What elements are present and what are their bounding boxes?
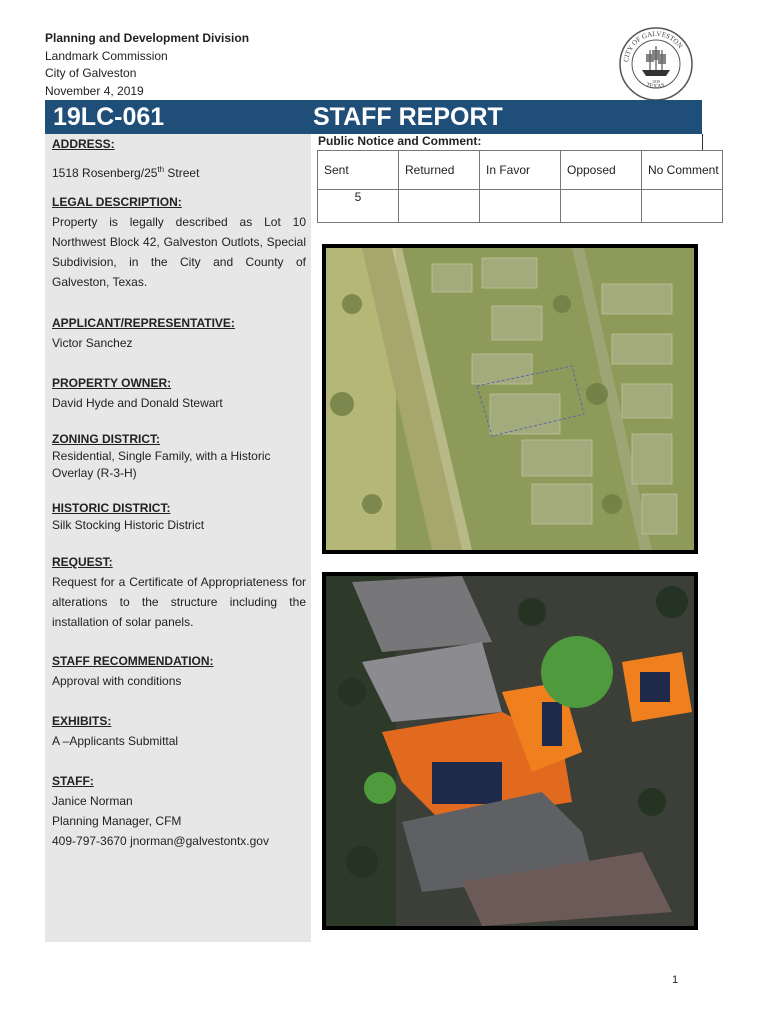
applicant-heading: APPLICANT/REPRESENTATIVE: — [52, 316, 235, 330]
public-notice-title: Public Notice and Comment: — [318, 134, 482, 148]
address-section — [52, 134, 306, 183]
commission-name: Landmark Commission — [45, 48, 168, 63]
title-bar — [45, 100, 702, 134]
legal-text: Property is legally described as Lot 10 Northwest Block 42, Galveston Outlots, Special Subdivision, in the City and County of Galveston, Texas. — [52, 215, 306, 289]
zoning-section — [52, 431, 306, 482]
svg-text:1839: 1839 — [652, 79, 660, 84]
applicant-name: Victor Sanchez — [52, 336, 133, 350]
value-returned — [399, 190, 480, 223]
historic-text: Silk Stocking Historic District — [52, 518, 205, 532]
staff-contact: 409-797-3670 jnorman@galvestontx.gov — [52, 834, 269, 848]
recommendation-text: Approval with conditions — [52, 674, 182, 688]
value-opposed — [561, 190, 642, 223]
col-no-comment: No Comment — [642, 151, 723, 190]
value-no-comment — [642, 190, 723, 223]
public-notice-table — [317, 150, 723, 223]
report-title: STAFF REPORT — [313, 103, 503, 131]
exhibits-section — [52, 711, 306, 751]
division-name: Planning and Development Division — [45, 31, 250, 45]
zoning-text: Residential, Single Family, with a Historic Overlay (R-3-H) — [52, 449, 271, 480]
historic-heading: HISTORIC DISTRICT: — [52, 501, 171, 515]
col-returned: Returned — [399, 151, 480, 190]
legal-section — [52, 192, 306, 292]
city-seal-logo — [618, 26, 694, 102]
legal-heading: LEGAL DESCRIPTION: — [52, 195, 182, 209]
historic-section — [52, 500, 306, 534]
table-row — [318, 190, 723, 223]
zoning-heading: ZONING DISTRICT: — [52, 432, 160, 446]
staff-section — [52, 771, 306, 851]
col-sent: Sent — [318, 151, 399, 190]
address-value: 1518 Rosenberg/25th Street — [52, 165, 200, 180]
case-number: 19LC-061 — [53, 103, 165, 131]
recommendation-heading: STAFF RECOMMENDATION: — [52, 654, 214, 668]
applicant-section — [52, 313, 306, 353]
aerial-photo-image — [322, 572, 698, 930]
exhibits-heading: EXHIBITS: — [52, 714, 112, 728]
recommendation-section — [52, 651, 306, 691]
city-name: City of Galveston — [45, 66, 137, 80]
staff-heading: STAFF: — [52, 774, 94, 788]
header-block — [45, 30, 249, 100]
request-heading: REQUEST: — [52, 555, 113, 569]
staff-name: Janice Norman — [52, 794, 133, 808]
exhibits-text: A –Applicants Submittal — [52, 734, 179, 748]
value-in-favor — [480, 190, 561, 223]
owner-heading: PROPERTY OWNER: — [52, 376, 172, 390]
report-date: November 4, 2019 — [45, 83, 144, 98]
request-text: Request for a Certificate of Appropriateness for alterations to the structure including the installation of solar panels. — [52, 575, 306, 629]
col-in-favor: In Favor — [480, 151, 561, 190]
table-header-row — [318, 151, 723, 190]
page-number: 1 — [672, 974, 679, 986]
parcel-map-image — [322, 244, 698, 554]
address-heading: ADDRESS: — [52, 137, 115, 151]
col-opposed: Opposed — [561, 151, 642, 190]
staff-role: Planning Manager, CFM — [52, 814, 182, 828]
owner-section — [52, 373, 306, 413]
request-section — [52, 552, 306, 632]
svg-text:TEXAS: TEXAS — [645, 82, 666, 91]
svg-text:CITY OF GALVESTON: CITY OF GALVESTON — [622, 29, 685, 63]
value-sent: 5 — [318, 190, 399, 223]
owner-name: David Hyde and Donald Stewart — [52, 396, 223, 410]
